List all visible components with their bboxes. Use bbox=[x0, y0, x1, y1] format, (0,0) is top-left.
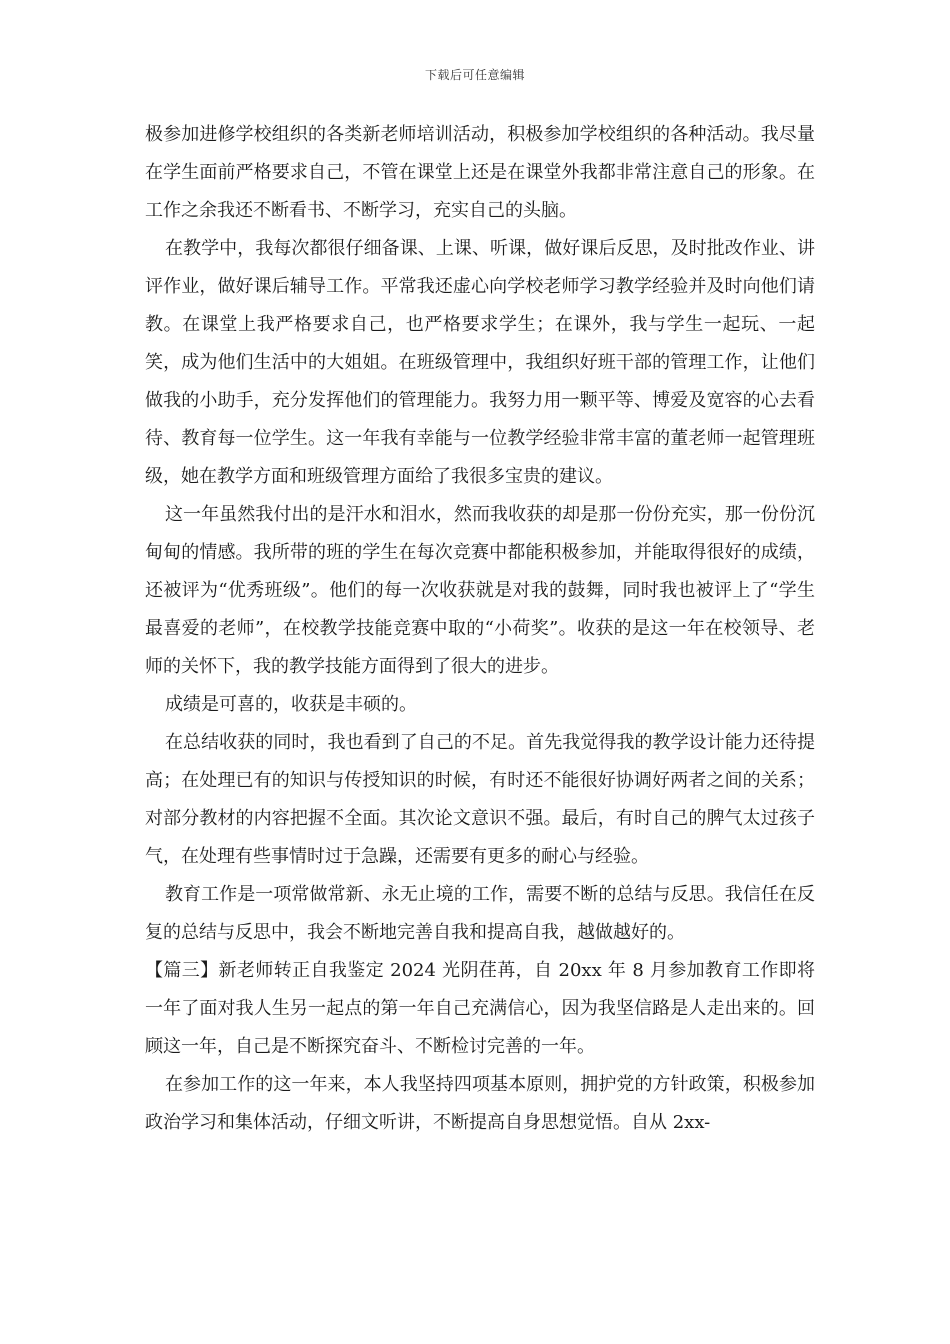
section-heading-paragraph: 【篇三】新老师转正自我鉴定 2024 光阴荏苒，自 20xx 年 8 月参加教育工作即将一年了面对我人生另一起点的第一年自己充满信心，因为我坚信路是人走出来的。回顾这一年，自己是不断探究奋斗、不断检讨完善的一年。 bbox=[145, 960, 815, 1057]
paragraph: 这一年虽然我付出的是汗水和泪水，然而我收获的却是那一份份充实，那一份份沉甸甸的情感。我所带的班的学生在每次竞赛中都能积极参加，并能取得很好的成绩，还被评为“优秀班级”。他们的每一次收获就是对我的鼓舞，同时我也被评上了“学生最喜爱的老师”，在校教学技能竞赛中取的“小荷奖”。收获的是这一年在校领导、老师的关怀下，我的教学技能方面得到了很大的进步。 bbox=[145, 504, 815, 677]
paragraph: 成绩是可喜的，收获是丰硕的。 bbox=[165, 694, 417, 715]
paragraph: 在教学中，我每次都很仔细备课、上课、听课，做好课后反思，及时批改作业、讲评作业，做好课后辅导工作。平常我还虚心向学校老师学习教学经验并及时向他们请教。在课堂上我严格要求自己，也严格要求学生；在课外，我与学生一起玩、一起笑，成为他们生活中的大姐姐。在班级管理中，我组织好班干部的管理工作，让他们做我的小助手，充分发挥他们的管理能力。我努力用一颗平等、博爱及宽容的心去看待、教育每一位学生。这一年我有幸能与一位教学经验非常丰富的董老师一起管理班级，她在教学方面和班级管理方面给了我很多宝贵的建议。 bbox=[145, 238, 815, 487]
paragraph: 极参加进修学校组织的各类新老师培训活动，积极参加学校组织的各种活动。我尽量在学生面前严格要求自己，不管在课堂上还是在课堂外我都非常注意自己的形象。在工作之余我还不断看书、不断学习，充实自己的头脑。 bbox=[145, 124, 815, 221]
document-body bbox=[145, 116, 815, 1142]
paragraph: 教育工作是一项常做常新、永无止境的工作，需要不断的总结与反思。我信任在反复的总结与反思中，我会不断地完善自我和提高自我，越做越好的。 bbox=[145, 884, 815, 943]
page-header: 下载后可任意编辑 bbox=[424, 68, 525, 82]
paragraph: 在总结收获的同时，我也看到了自己的不足。首先我觉得我的教学设计能力还待提高；在处理已有的知识与传授知识的时候，有时还不能很好协调好两者之间的关系；对部分教材的内容把握不全面。其次论文意识不强。最后，有时自己的脾气太过孩子气，在处理有些事情时过于急躁，还需要有更多的耐心与经验。 bbox=[145, 732, 815, 867]
paragraph: 在参加工作的这一年来，本人我坚持四项基本原则，拥护党的方针政策，积极参加政治学习和集体活动，仔细文听讲，不断提高自身思想觉悟。自从 2xx- bbox=[145, 1074, 815, 1133]
